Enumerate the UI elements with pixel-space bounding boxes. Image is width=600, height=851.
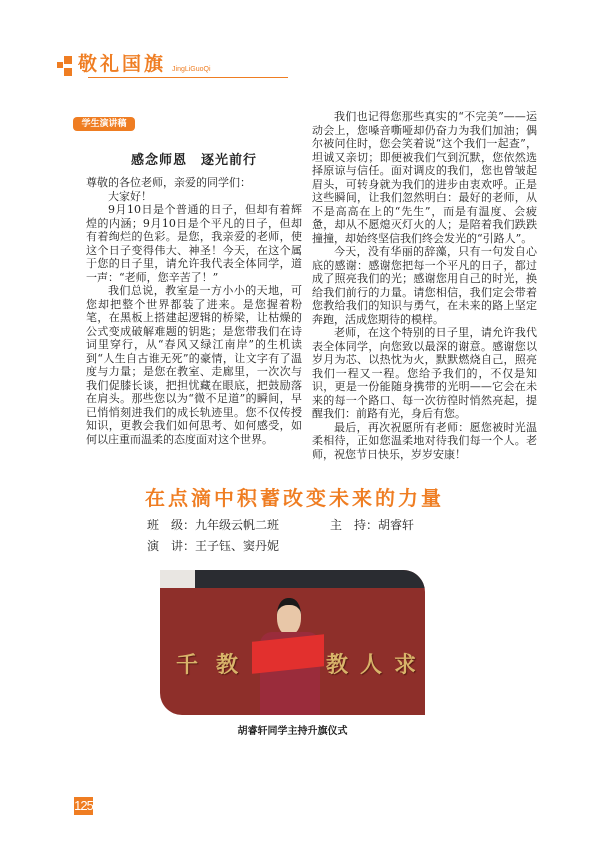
speakers-info: 演 讲：王子钰、窦丹妮 (147, 539, 280, 553)
speech-paragraph: 大家好！ (108, 189, 152, 203)
photo-caption: 胡睿轩同学主持升旗仪式 (237, 726, 348, 737)
wall-character: 千 (176, 652, 199, 678)
wall-character: 教 (216, 652, 239, 678)
section-header-pinyin: JingLiGuoQi (172, 66, 211, 73)
section-header-title: 敬礼国旗 (78, 53, 167, 75)
wall-character: 教 (326, 652, 349, 678)
ceremony-photo (160, 570, 425, 715)
header-divider (88, 77, 288, 78)
wall-character: 求 (394, 652, 417, 678)
speech-paragraph: 9月10日是个普通的日子，但却有着辉煌的内涵；9月10日是个平凡的日子，但却有着绚烂的色彩。是您，我亲爱的老师，使这个日子变得伟大、神圣！今天，在这个属于您的日子里，请允许我代表全体同学，道一声：“老师，您辛苦了！” (86, 203, 302, 284)
speech-paragraph: 最后，再次祝愿所有老师：愿您被时光温柔相待，正如您温柔地对待我们每一个人。老师，祝您节日快乐，岁岁安康！ (312, 420, 537, 461)
header-logo-icon (57, 56, 73, 76)
class-info: 班 级：九年级云帆二班 (147, 518, 280, 532)
section-header (78, 52, 211, 76)
section-title: 在点滴中积蓄改变未来的力量 (145, 486, 444, 510)
speech-paragraph: 我们总说，教室是一方小小的天地，可您却把整个世界都装了进来。是您握着粉笔，在黑板上搭建起逻辑的桥梁，让枯燥的公式变成破解难题的钥匙；是您带我们在诗词里穿行，从“春风又绿江南岸”的生机读到“人生自古谁无死”的豪情，让文字有了温度与力量；是您在教室、走廊里，一次次与我们促膝长谈，把担忧藏在眼底，把鼓励落在肩头。那些您以为“微不足道”的瞬间，早已悄悄刻进我们的成长轨迹里。您不仅传授知识，更教会我们如何思考、如何感受，如何以庄重而温柔的态度面对这个世界。 (86, 284, 302, 446)
host-info: 主 持：胡睿轩 (330, 518, 415, 532)
speech-column-left (86, 176, 302, 446)
speech-paragraph: 尊敬的各位老师，亲爱的同学们： (86, 176, 251, 189)
wall-character: 人 (360, 652, 383, 678)
speech-paragraph: 我们也记得您那些真实的“不完美”——运动会上，您嗓音嘶哑却仍奋力为我们加油；偶尔被问住时，您会笑着说“这个我们一起查”，坦诚又亲切；即便被我们气到沉默，您依然选择原谅与信任。面对调皮的我们，您也曾皱起眉头，可转身就为我们的进步由衷欢呼。正是这些瞬间，让我们忽然明白：最好的老师，从不是高高在上的“先生”，而是有温度、会疲惫，却从不愿熄灭灯火的人；是陪着我们跌跌撞撞，却始终坚信我们终会发光的“引路人”。 (312, 110, 537, 245)
student-figure (260, 598, 320, 715)
speech-column-right (312, 110, 537, 461)
speech-paragraph: 今天，没有华丽的辞藻，只有一句发自心底的感谢：感谢您把每一个平凡的日子，都过成了照亮我们的光；感谢您用自己的时光，换给我们前行的力量。请您相信，我们定会带着您教给我们的知识与勇气，在未来的路上坚定奔跑，活成您期待的模样。 (312, 245, 537, 326)
speech-title: 感念师恩 逐光前行 (130, 153, 257, 168)
category-badge: 学生演讲稿 (73, 117, 135, 131)
page-number: 125 (74, 798, 93, 813)
speech-paragraph: 老师，在这个特别的日子里，请允许我代表全体同学，向您致以最深的谢意。感谢您以岁月为芯、以热忱为火，默默燃烧自己，照亮我们一程又一程。您给予我们的，不仅是知识，更是一份能随身携带的光明——它会在未来的每一个路口、每一次彷徨时悄然亮起，提醒我们：前路有光，身后有您。 (312, 326, 537, 420)
